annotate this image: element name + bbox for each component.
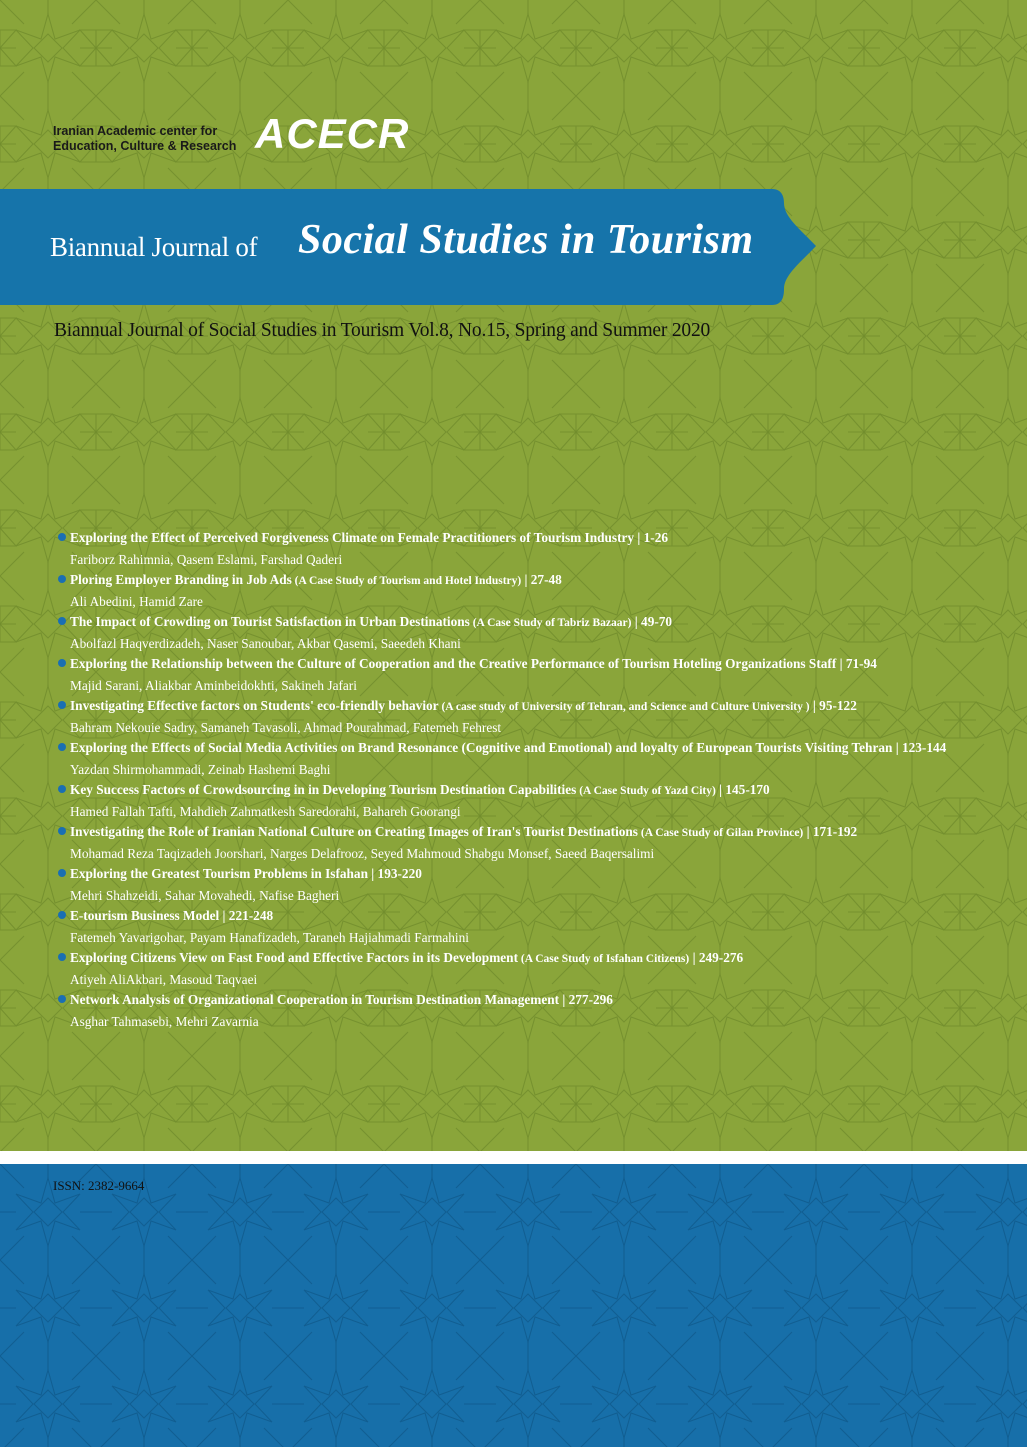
article-pages: | 221-248 bbox=[219, 908, 274, 923]
article-pages: | 95-122 bbox=[809, 698, 857, 713]
article-case-study: (A Case Study of Gilan Province) bbox=[638, 827, 804, 839]
article-item bbox=[58, 654, 978, 696]
issue-line: Biannual Journal of Social Studies in Tourism Vol.8, No.15, Spring and Summer 2020 bbox=[54, 320, 711, 341]
article-authors: Mohamad Reza Taqizadeh Joorshari, Narges Delafrooz, Seyed Mahmoud Shabgu Monsef, Saeed Baqersalimi bbox=[70, 845, 655, 861]
article-item bbox=[58, 570, 978, 612]
article-item bbox=[58, 990, 978, 1032]
article-pages: | 193-220 bbox=[367, 866, 422, 881]
publisher-name bbox=[53, 124, 236, 154]
article-title: Investigating the Role of Iranian National Culture on Creating Images of Iran's Tourist Destinations bbox=[70, 824, 638, 839]
article-item bbox=[58, 906, 978, 948]
article-title: E-tourism Business Model bbox=[70, 908, 220, 923]
article-title: Exploring the Relationship between the Culture of Cooperation and the Creative Performance of Tourism Hoteling Organizations Staff bbox=[70, 656, 837, 671]
article-title-line bbox=[70, 906, 978, 928]
article-case-study: (A case study of University of Tehran, and Science and Culture University ) bbox=[438, 701, 810, 713]
article-title-line bbox=[70, 948, 978, 970]
article-title-line bbox=[70, 780, 978, 802]
bullet-icon bbox=[58, 575, 66, 583]
bullet-icon bbox=[58, 953, 66, 961]
article-pages: | 249-276 bbox=[689, 950, 744, 965]
article-authors: Yazdan Shirmohammadi, Zeinab Hashemi Baghi bbox=[70, 761, 331, 777]
bullet-icon bbox=[58, 785, 66, 793]
article-case-study: (A Case Study of Tabriz Bazaar) bbox=[469, 617, 632, 629]
article-title-line bbox=[70, 990, 978, 1012]
article-pages: | 277-296 bbox=[559, 992, 613, 1007]
article-authors: Majid Sarani, Aliakbar Aminbeidokhti, Sakineh Jafari bbox=[70, 677, 357, 693]
article-title: Exploring the Effect of Perceived Forgiveness Climate on Female Practitioners of Tourism Industry bbox=[70, 530, 635, 545]
geometric-star-pattern-blue bbox=[0, 1164, 1027, 1447]
bullet-icon bbox=[58, 743, 66, 751]
divider-rule bbox=[0, 1151, 1027, 1164]
bullet-icon bbox=[58, 533, 66, 541]
article-authors: Hamed Fallah Tafti, Mahdieh Zahmatkesh Saredorahi, Bahareh Goorangi bbox=[70, 803, 461, 819]
article-authors: Fatemeh Yavarigohar, Payam Hanafizadeh, Taraneh Hajiahmadi Farmahini bbox=[70, 929, 469, 945]
article-pages: | 123-144 bbox=[892, 740, 947, 755]
article-pages: | 171-192 bbox=[803, 824, 858, 839]
article-item bbox=[58, 696, 978, 738]
article-case-study: (A Case Study of Tourism and Hotel Industry) bbox=[291, 575, 522, 587]
bullet-icon bbox=[58, 827, 66, 835]
article-authors: Mehri Shahzeidi, Sahar Movahedi, Nafise Bagheri bbox=[70, 887, 340, 903]
article-item bbox=[58, 948, 978, 990]
article-authors: Abolfazl Haqverdizadeh, Naser Sanoubar, Akbar Qasemi, Saeedeh Khani bbox=[70, 635, 461, 651]
article-authors: Asghar Tahmasebi, Mehri Zavarnia bbox=[70, 1013, 259, 1029]
publisher-line-1: Iranian Academic center for bbox=[53, 124, 218, 138]
article-title: Exploring the Effects of Social Media Activities on Brand Resonance (Cognitive and Emotional) and loyalty of European Tourists Visiting Tehran bbox=[70, 740, 893, 755]
article-pages: | 27-48 bbox=[521, 572, 562, 587]
article-pages: | 49-70 bbox=[631, 614, 673, 629]
article-authors: Atiyeh AliAkbari, Masoud Taqvaei bbox=[70, 971, 258, 987]
article-pages: | 1-26 bbox=[634, 530, 668, 545]
article-title-line bbox=[70, 612, 978, 634]
bullet-icon bbox=[58, 911, 66, 919]
article-title-line bbox=[70, 738, 978, 760]
bullet-icon bbox=[58, 659, 66, 667]
article-title: Ploring Employer Branding in Job Ads bbox=[70, 572, 292, 587]
article-title: Network Analysis of Organizational Cooperation in Tourism Destination Management bbox=[70, 992, 560, 1007]
article-authors: Fariborz Rahimnia, Qasem Eslami, Farshad Qaderi bbox=[70, 551, 343, 567]
article-item bbox=[58, 738, 978, 780]
article-authors: Ali Abedini, Hamid Zare bbox=[70, 593, 203, 609]
article-title: Investigating Effective factors on Students' eco-friendly behavior bbox=[70, 698, 439, 713]
article-item bbox=[58, 528, 978, 570]
article-item bbox=[58, 612, 978, 654]
article-title: The Impact of Crowding on Tourist Satisfaction in Urban Destinations bbox=[70, 614, 470, 629]
article-item bbox=[58, 822, 978, 864]
bullet-icon bbox=[58, 995, 66, 1003]
publisher-line-2: Education, Culture & Research bbox=[53, 139, 237, 153]
acecr-logo bbox=[253, 111, 445, 153]
article-title-line bbox=[70, 864, 978, 886]
journal-title: Social Studies in Tourism bbox=[298, 217, 754, 263]
svg-text:ACECR: ACECR bbox=[255, 111, 410, 153]
article-case-study: (A Case Study of Isfahan Citizens) bbox=[518, 953, 690, 965]
article-pages: | 71-94 bbox=[836, 656, 877, 671]
article-item bbox=[58, 864, 978, 906]
bullet-icon bbox=[58, 701, 66, 709]
article-title-line bbox=[70, 696, 978, 718]
issn: ISSN: 2382-9664 bbox=[53, 1178, 145, 1193]
article-title-line bbox=[70, 570, 978, 592]
blue-patterned-band bbox=[0, 1164, 1027, 1447]
article-item bbox=[58, 780, 978, 822]
article-title: Key Success Factors of Crowdsourcing in in Developing Tourism Destination Capabilities bbox=[70, 782, 577, 797]
article-title: Exploring the Greatest Tourism Problems in Isfahan bbox=[70, 866, 368, 881]
article-title-line bbox=[70, 822, 978, 844]
article-case-study: (A Case Study of Yazd City) bbox=[576, 785, 716, 797]
article-title: Exploring Citizens View on Fast Food and Effective Factors in its Development bbox=[70, 950, 518, 965]
article-authors: Bahram Nekouie Sadry, Samaneh Tavasoli, Ahmad Pourahmad, Fatemeh Fehrest bbox=[70, 719, 502, 735]
table-of-contents bbox=[58, 528, 978, 1032]
article-title-line bbox=[70, 528, 978, 550]
banner-prefix: Biannual Journal of bbox=[50, 232, 258, 262]
bullet-icon bbox=[58, 617, 66, 625]
bullet-icon bbox=[58, 869, 66, 877]
article-title-line bbox=[70, 654, 978, 676]
article-pages: | 145-170 bbox=[715, 782, 770, 797]
